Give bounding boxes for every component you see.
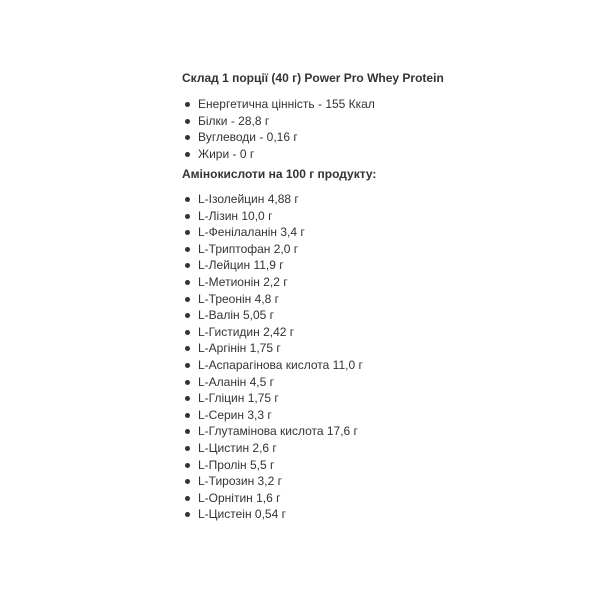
list-item bbox=[182, 374, 582, 391]
list-item bbox=[182, 129, 582, 146]
list-item bbox=[182, 241, 582, 258]
amino-item-label: L-Пролін 5,5 г bbox=[198, 457, 275, 472]
amino-item-label: L-Метионін 2,2 г bbox=[198, 274, 288, 289]
list-item bbox=[182, 291, 582, 308]
list-item bbox=[182, 340, 582, 357]
list-item bbox=[182, 324, 582, 341]
amino-heading: Амінокислоти на 100 г продукту: bbox=[182, 167, 377, 181]
bullet-icon bbox=[185, 247, 190, 252]
bullet-icon bbox=[185, 363, 190, 368]
amino-list bbox=[182, 191, 582, 523]
bullet-icon bbox=[185, 512, 190, 517]
amino-item-label: L-Фенілаланін 3,4 г bbox=[198, 225, 305, 240]
list-item bbox=[182, 357, 582, 374]
nutrition-item-label: Енергетична цінність - 155 Ккал bbox=[198, 97, 375, 111]
bullet-icon bbox=[185, 119, 190, 124]
amino-item-label: L-Аланін 4,5 г bbox=[198, 374, 274, 389]
amino-item-label: L-Гліцин 1,75 г bbox=[198, 391, 279, 406]
amino-item-label: L-Лейцин 11,9 г bbox=[198, 258, 284, 273]
list-item bbox=[182, 113, 582, 130]
nutrition-item-label: Білки - 28,8 г bbox=[198, 113, 270, 128]
list-item bbox=[182, 407, 582, 424]
list-item bbox=[182, 274, 582, 291]
bullet-icon bbox=[185, 463, 190, 468]
amino-item-label: L-Серин 3,3 г bbox=[198, 407, 272, 422]
bullet-icon bbox=[185, 446, 190, 451]
list-item bbox=[182, 257, 582, 274]
bullet-icon bbox=[185, 152, 190, 157]
amino-item-label: L-Цистин 2,6 г bbox=[198, 440, 277, 455]
amino-item-label: L-Глутамінова кислота 17,6 г bbox=[198, 424, 358, 439]
bullet-icon bbox=[185, 263, 190, 268]
list-item bbox=[182, 224, 582, 241]
composition-heading: Склад 1 порції (40 г) Power Pro Whey Protein bbox=[182, 71, 444, 85]
bullet-icon bbox=[185, 280, 190, 285]
list-item bbox=[182, 457, 582, 474]
list-item bbox=[182, 146, 582, 163]
bullet-icon bbox=[185, 297, 190, 302]
amino-item-label: L-Валін 5,05 г bbox=[198, 308, 275, 323]
amino-item-label: L-Треонін 4,8 г bbox=[198, 291, 279, 306]
bullet-icon bbox=[185, 396, 190, 401]
list-item bbox=[182, 390, 582, 407]
list-item bbox=[182, 506, 582, 523]
nutrition-item-label: Жири - 0 г bbox=[198, 146, 255, 161]
list-item bbox=[182, 423, 582, 440]
list-item bbox=[182, 96, 582, 113]
nutrition-list bbox=[182, 96, 582, 162]
bullet-icon bbox=[185, 330, 190, 335]
bullet-icon bbox=[185, 496, 190, 501]
nutrition-item-label: Вуглеводи - 0,16 г bbox=[198, 130, 298, 144]
amino-item-label: L-Тирозин 3,2 г bbox=[198, 474, 282, 489]
bullet-icon bbox=[185, 230, 190, 235]
list-item bbox=[182, 473, 582, 490]
amino-item-label: L-Аргінін 1,75 г bbox=[198, 341, 281, 356]
list-item bbox=[182, 440, 582, 457]
list-item bbox=[182, 307, 582, 324]
amino-item-label: L-Цистеін 0,54 г bbox=[198, 507, 286, 522]
amino-item-label: L-Триптофан 2,0 г bbox=[198, 241, 299, 256]
amino-item-label: L-Аспарагінова кислота 11,0 г bbox=[198, 357, 363, 372]
product-description bbox=[182, 70, 582, 523]
bullet-icon bbox=[185, 214, 190, 219]
bullet-icon bbox=[185, 429, 190, 434]
bullet-icon bbox=[185, 346, 190, 351]
bullet-icon bbox=[185, 313, 190, 318]
bullet-icon bbox=[185, 380, 190, 385]
bullet-icon bbox=[185, 413, 190, 418]
amino-item-label: L-Ізолейцин 4,88 г bbox=[198, 192, 299, 206]
bullet-icon bbox=[185, 135, 190, 140]
list-item bbox=[182, 191, 582, 208]
list-item bbox=[182, 490, 582, 507]
bullet-icon bbox=[185, 479, 190, 484]
amino-item-label: L-Орнітин 1,6 г bbox=[198, 490, 281, 505]
amino-item-label: L-Лізин 10,0 г bbox=[198, 208, 273, 223]
bullet-icon bbox=[185, 102, 190, 107]
amino-item-label: L-Гистидин 2,42 г bbox=[198, 324, 295, 339]
list-item bbox=[182, 208, 582, 225]
bullet-icon bbox=[185, 197, 190, 202]
